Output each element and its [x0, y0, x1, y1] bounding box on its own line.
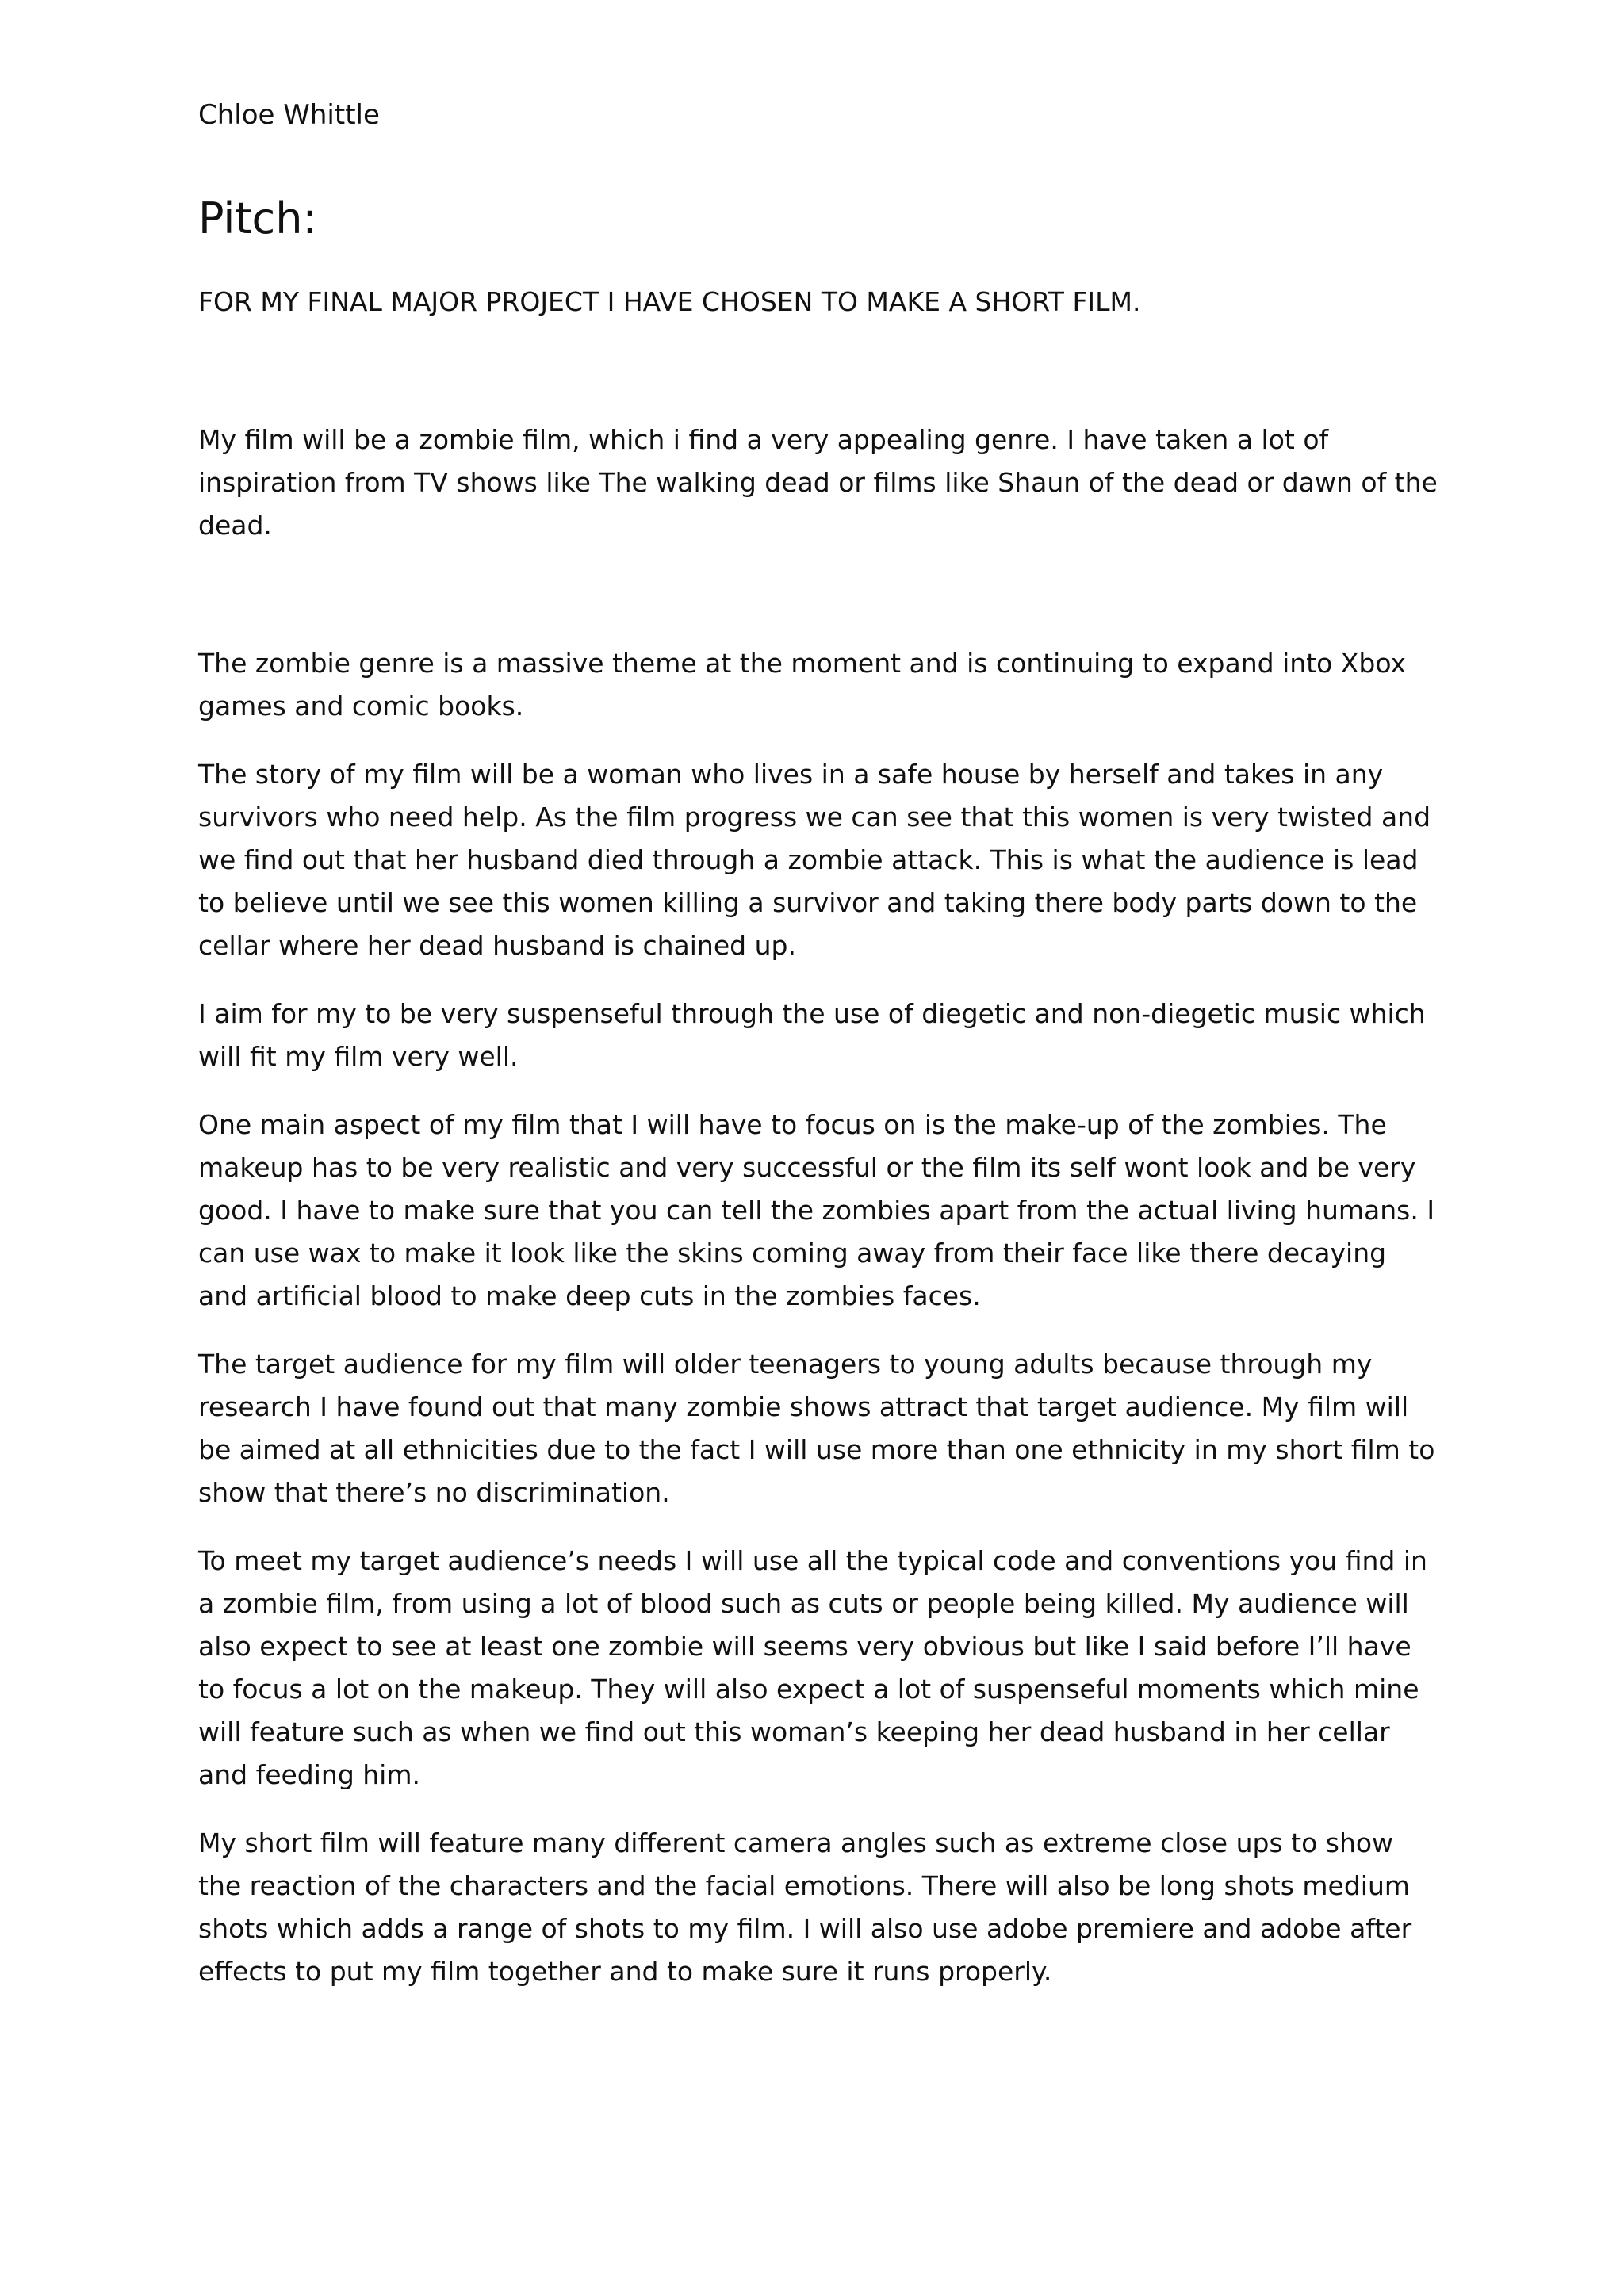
document-body	[198, 94, 1443, 2019]
paragraph-camera: My short film will feature many different camera angles such as extreme close ups to show the reaction of the characters and the facial emotions. There will also be long shots medium shots which adds a range of shots to my film. I will also use adobe premiere and adobe after effects to put my film together and to make sure it runs properly.	[198, 1827, 1412, 1987]
paragraph-inspiration: My film will be a zombie film, which i find a very appealing genre. I have taken a lot of inspiration from TV shows like The walking dead or films like Shaun of the dead or dawn of the dead.	[198, 424, 1438, 541]
intro-statement: FOR MY FINAL MAJOR PROJECT I HAVE CHOSEN TO MAKE A SHORT FILM.	[198, 286, 1141, 317]
paragraph-makeup: One main aspect of my film that I will have to focus on is the make-up of the zombies. The makeup has to be very realistic and very successful or the film its self wont look and be very good. I have to make sure that you can tell the zombies apart from the actual living humans. I can use wax to make it look like the skins coming away from their face like there decaying and artificial blood to make deep cuts in the zombies faces.	[198, 1109, 1435, 1311]
paragraph-conventions: To meet my target audience’s needs I will use all the typical code and conventions you find in a zombie film, from using a lot of blood such as cuts or people being killed. My audience will also expect to see at least one zombie will seems very obvious but like I said before I’ll have to focus a lot on the makeup. They will also expect a lot of suspenseful moments which mine will feature such as when we find out this woman’s keeping her dead husband in her cellar and feeding him.	[198, 1545, 1427, 1790]
paragraph-genre: The zombie genre is a massive theme at the moment and is continuing to expand into Xbox games and comic books.	[198, 648, 1407, 721]
paragraph-audience: The target audience for my film will older teenagers to young adults because through my research I have found out that many zombie shows attract that target audience. My film will be aimed at all ethnicities due to the fact I will use more than one ethnicity in my short film to show that there’s no discrimination.	[198, 1349, 1435, 1508]
page-title: Pitch:	[198, 193, 317, 243]
paragraph-story: The story of my film will be a woman who lives in a safe house by herself and takes in any survivors who need help. As the film progress we can see that this women is very twisted and we find out that her husband died through a zombie attack. This is what the audience is lead to believe until we see this women killing a survivor and taking there body parts down to the cellar where her dead husband is chained up.	[198, 759, 1431, 961]
paragraph-music: I aim for my to be very suspenseful through the use of diegetic and non-diegetic music which will fit my film very well.	[198, 998, 1426, 1072]
author-name: Chloe Whittle	[198, 99, 380, 131]
